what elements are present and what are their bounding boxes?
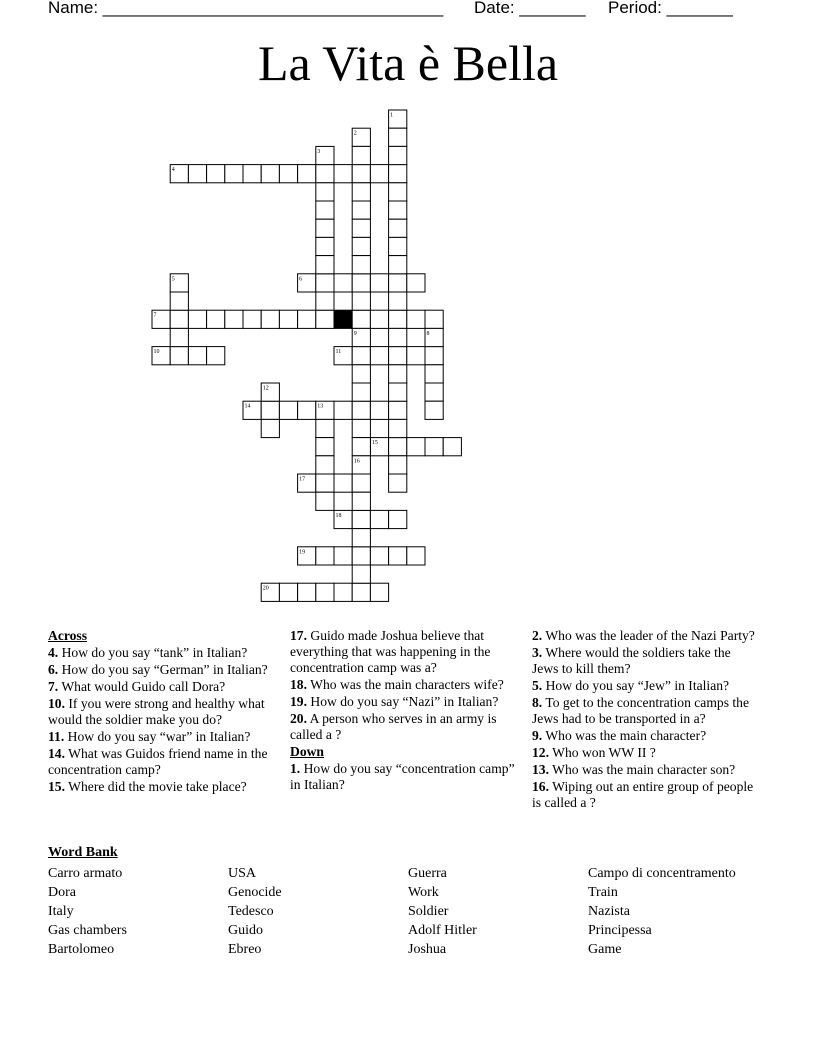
- clue-number: 2: [353, 130, 357, 137]
- clue-number: 8: [426, 330, 430, 337]
- clue-item: [532, 728, 760, 744]
- crossword-cell[interactable]: [389, 347, 407, 365]
- word-bank-item: Bartolomeo: [48, 942, 115, 957]
- crossword-cell[interactable]: [352, 383, 370, 401]
- crossword-cell[interactable]: [170, 328, 188, 346]
- word-bank-item: Carro armato: [48, 866, 123, 881]
- crossword-cell[interactable]: [352, 529, 370, 547]
- crossword-cell[interactable]: [389, 256, 407, 274]
- crossword-cell[interactable]: [279, 401, 297, 419]
- crossword-cell[interactable]: [170, 310, 188, 328]
- crossword-cell[interactable]: [352, 165, 370, 183]
- word-bank-column: [588, 864, 736, 959]
- word-bank-item: Ebreo: [228, 942, 262, 957]
- clue-item-text: Guido made Joshua believe that everything that was happening in the concentration camp was a?: [290, 628, 491, 675]
- clue-item: [290, 761, 518, 793]
- crossword-cell[interactable]: [207, 310, 225, 328]
- crossword-cell[interactable]: [316, 419, 334, 437]
- word-bank-item: Work: [408, 885, 439, 900]
- crossword-cell[interactable]: [389, 365, 407, 383]
- crossword-cell[interactable]: [389, 237, 407, 255]
- crossword-cell[interactable]: [352, 474, 370, 492]
- crossword-cell[interactable]: [316, 438, 334, 456]
- crossword-cell[interactable]: [407, 547, 425, 565]
- word-bank-item: Adolf Hitler: [408, 923, 477, 938]
- clue-number: 20: [262, 585, 269, 592]
- clue-item: [290, 711, 518, 743]
- crossword-cell[interactable]: [352, 565, 370, 583]
- crossword-cell[interactable]: [316, 492, 334, 510]
- crossword-cell[interactable]: [370, 165, 388, 183]
- crossword-cell[interactable]: [389, 510, 407, 528]
- crossword-cell[interactable]: [425, 365, 443, 383]
- clue-item-text: Wiping out an entire group of people is called a ?: [532, 779, 754, 810]
- crossword-cell[interactable]: [352, 492, 370, 510]
- word-bank-item: Tedesco: [228, 904, 274, 919]
- name-field[interactable]: Name: ____________________________________: [48, 0, 444, 17]
- crossword-cell[interactable]: [370, 274, 388, 292]
- clue-item: [532, 762, 760, 778]
- word-bank-column: [48, 864, 127, 959]
- crossword-cell[interactable]: [352, 256, 370, 274]
- clue-number: 10: [153, 349, 160, 356]
- clue-item-number: 16.: [532, 779, 549, 794]
- crossword-cell[interactable]: [243, 165, 261, 183]
- clue-item-text: What would Guido call Dora?: [58, 679, 226, 694]
- across-clue-list: [48, 645, 273, 795]
- clue-item: [532, 779, 760, 811]
- clue-item: [290, 694, 518, 710]
- crossword-cell[interactable]: [316, 183, 334, 201]
- clue-item-text: Who was the main character?: [542, 728, 707, 743]
- crossword-cell[interactable]: [370, 510, 388, 528]
- clue-item-number: 20.: [290, 711, 307, 726]
- crossword-cell[interactable]: [188, 347, 206, 365]
- clue-item-text: Who won WW II ?: [549, 745, 656, 760]
- crossword-cell[interactable]: [352, 401, 370, 419]
- clue-item: [48, 729, 273, 745]
- down-clue-list-continued: [532, 628, 760, 811]
- crossword-cell[interactable]: [389, 310, 407, 328]
- clue-item-text: If you were strong and healthy what would the soldier make you do?: [48, 696, 265, 727]
- clue-item-number: 6.: [48, 662, 59, 677]
- clue-number: 18: [335, 512, 342, 519]
- crossword-cell[interactable]: [425, 310, 443, 328]
- clue-item-number: 13.: [532, 762, 549, 777]
- clue-item-text: Where did the movie take place?: [65, 779, 247, 794]
- clue-number: 19: [299, 549, 306, 556]
- crossword-cell[interactable]: [298, 401, 316, 419]
- clue-item-number: 5.: [532, 678, 543, 693]
- crossword-cell[interactable]: [389, 547, 407, 565]
- crossword-cell[interactable]: [370, 583, 388, 601]
- crossword-cell[interactable]: [389, 165, 407, 183]
- word-bank-item: Italy: [48, 904, 74, 919]
- crossword-cell[interactable]: [352, 365, 370, 383]
- word-bank-item: Guerra: [408, 866, 447, 881]
- clue-number: 15: [371, 440, 378, 447]
- word-bank-item: Nazista: [588, 904, 630, 919]
- crossword-cell[interactable]: [225, 310, 243, 328]
- crossword-cell[interactable]: [243, 310, 261, 328]
- crossword-cell[interactable]: [352, 146, 370, 164]
- across-clue-list-continued: [290, 628, 518, 743]
- clue-item: [532, 628, 760, 644]
- crossword-cell[interactable]: [389, 201, 407, 219]
- crossword-cell[interactable]: [352, 547, 370, 565]
- crossword-cell[interactable]: [352, 237, 370, 255]
- clue-item-text: How do you say “concentration camp” in Italian?: [290, 761, 515, 792]
- clue-item-text: How do you say “war” in Italian?: [64, 729, 251, 744]
- crossword-cell[interactable]: [370, 547, 388, 565]
- clue-item-number: 12.: [532, 745, 549, 760]
- clue-number: 17: [299, 476, 306, 483]
- crossword-cell[interactable]: [316, 256, 334, 274]
- clue-number: 14: [244, 403, 251, 410]
- crossword-cell[interactable]: [389, 183, 407, 201]
- crossword-cell[interactable]: [407, 274, 425, 292]
- clue-item-text: How do you say “Nazi” in Italian?: [307, 694, 499, 709]
- clue-number: 9: [353, 330, 357, 337]
- word-bank-item: Game: [588, 942, 622, 957]
- crossword-cell[interactable]: [170, 347, 188, 365]
- crossword-cell[interactable]: [316, 237, 334, 255]
- clue-item: [290, 677, 518, 693]
- crossword-cell[interactable]: [352, 438, 370, 456]
- clue-item-text: Who was the main character son?: [549, 762, 736, 777]
- clue-item-number: 8.: [532, 695, 543, 710]
- crossword-cell[interactable]: [170, 292, 188, 310]
- word-bank-item: Campo di concentramento: [588, 866, 736, 881]
- crossword-cell[interactable]: [316, 292, 334, 310]
- clue-item: [48, 779, 273, 795]
- crossword-cell[interactable]: [261, 419, 279, 437]
- clue-item: [48, 746, 273, 778]
- down-clue-list: [290, 761, 518, 793]
- page-title: La Vita è Bella: [257, 35, 559, 91]
- across-clues-column: [48, 628, 273, 796]
- crossword-cell[interactable]: [334, 401, 352, 419]
- crossword-cell[interactable]: [389, 419, 407, 437]
- crossword-cell[interactable]: [389, 274, 407, 292]
- middle-clues-column: [290, 628, 518, 794]
- crossword-cell[interactable]: [352, 201, 370, 219]
- clue-item-text: What was Guidos friend name in the concentration camp?: [48, 746, 268, 777]
- word-bank-item: Dora: [48, 885, 76, 900]
- crossword-cell[interactable]: [316, 547, 334, 565]
- word-bank-item: Joshua: [408, 942, 447, 957]
- clue-item: [48, 645, 273, 661]
- word-bank-item: Principessa: [588, 923, 652, 938]
- crossword-cell[interactable]: [352, 183, 370, 201]
- clue-item-number: 9.: [532, 728, 543, 743]
- crossword-cell[interactable]: [334, 165, 352, 183]
- crossword-cell[interactable]: [389, 474, 407, 492]
- clue-item-text: A person who serves in an army is called a ?: [290, 711, 497, 742]
- crossword-cell[interactable]: [425, 438, 443, 456]
- crossword-cell[interactable]: [389, 146, 407, 164]
- clue-item-number: 1.: [290, 761, 301, 776]
- crossword-cell[interactable]: [389, 128, 407, 146]
- crossword-cell[interactable]: [407, 310, 425, 328]
- clue-number: 5: [171, 276, 175, 283]
- crossword-cell[interactable]: [298, 583, 316, 601]
- crossword-cell[interactable]: [389, 219, 407, 237]
- clue-item-number: 2.: [532, 628, 543, 643]
- crossword-cell[interactable]: [316, 274, 334, 292]
- crossword-cell[interactable]: [352, 310, 370, 328]
- word-bank-column: [408, 864, 477, 959]
- clue-item-text: How do you say “tank” in Italian?: [58, 645, 248, 660]
- clue-item: [532, 745, 760, 761]
- word-bank-item: Soldier: [408, 904, 449, 919]
- crossword-cell[interactable]: [334, 583, 352, 601]
- clue-item: [48, 696, 273, 728]
- crossword-cell[interactable]: [389, 456, 407, 474]
- crossword-cell[interactable]: [389, 328, 407, 346]
- clue-item-number: 14.: [48, 746, 65, 761]
- crossword-cell[interactable]: [316, 165, 334, 183]
- crossword-cell[interactable]: [316, 456, 334, 474]
- crossword-cell[interactable]: [225, 165, 243, 183]
- word-bank-column: [228, 864, 282, 959]
- crossword-cell[interactable]: [425, 347, 443, 365]
- crossword-cell[interactable]: [352, 583, 370, 601]
- clue-item-number: 18.: [290, 677, 307, 692]
- crossword-cell[interactable]: [370, 310, 388, 328]
- clue-number: 4: [171, 167, 175, 174]
- across-heading: Across: [48, 628, 88, 643]
- clue-number: 3: [317, 148, 321, 155]
- clue-item: [48, 679, 273, 695]
- crossword-cell[interactable]: [316, 310, 334, 328]
- crossword-cell[interactable]: [352, 219, 370, 237]
- clue-number: 16: [353, 458, 360, 465]
- crossword-cell[interactable]: [352, 419, 370, 437]
- crossword-cell[interactable]: [389, 438, 407, 456]
- crossword-cell[interactable]: [407, 347, 425, 365]
- clue-item-number: 11.: [48, 729, 65, 744]
- crossword-cell[interactable]: [279, 583, 297, 601]
- date-field[interactable]: Date: _______: [474, 0, 586, 17]
- clue-item-text: Where would the soldiers take the Jews to kill them?: [532, 645, 731, 676]
- clue-item: [532, 645, 760, 677]
- word-bank-title: Word Bank: [48, 845, 118, 860]
- crossword-cell[interactable]: [316, 583, 334, 601]
- crossword-cell[interactable]: [261, 401, 279, 419]
- clue-item-number: 17.: [290, 628, 307, 643]
- crossword-cell[interactable]: [316, 474, 334, 492]
- word-bank-item: Train: [588, 885, 618, 900]
- clue-item-text: How do you say “German” in Italian?: [58, 662, 268, 677]
- crossword-cell[interactable]: [298, 310, 316, 328]
- word-bank-item: Genocide: [228, 885, 282, 900]
- crossword-cell[interactable]: [425, 401, 443, 419]
- crossword-cell[interactable]: [261, 165, 279, 183]
- word-bank-item: USA: [228, 866, 257, 881]
- clue-item: [532, 695, 760, 727]
- crossword-cell[interactable]: [370, 401, 388, 419]
- clue-item-number: 7.: [48, 679, 59, 694]
- crossword-cell[interactable]: [316, 219, 334, 237]
- clue-item-text: Who was the leader of the Nazi Party?: [542, 628, 755, 643]
- word-bank-item: Guido: [228, 923, 263, 938]
- clue-number: 11: [335, 349, 342, 356]
- clue-number: 7: [153, 312, 157, 319]
- clue-item-number: 15.: [48, 779, 65, 794]
- crossword-cell[interactable]: [443, 438, 461, 456]
- period-field[interactable]: Period: _______: [608, 0, 733, 17]
- crossword-cell[interactable]: [352, 292, 370, 310]
- crossword-cell[interactable]: [425, 383, 443, 401]
- crossword-cell[interactable]: [352, 274, 370, 292]
- crossword-cell[interactable]: [279, 165, 297, 183]
- crossword-cell[interactable]: [370, 347, 388, 365]
- clue-number: 1: [390, 112, 394, 119]
- crossword-cell[interactable]: [389, 292, 407, 310]
- clue-item-number: 3.: [532, 645, 543, 660]
- crossword-cell[interactable]: [188, 310, 206, 328]
- crossword-cell[interactable]: [188, 165, 206, 183]
- clue-number: 12: [262, 385, 269, 392]
- clue-item-number: 19.: [290, 694, 307, 709]
- clue-item: [48, 662, 273, 678]
- crossword-cell[interactable]: [207, 165, 225, 183]
- clue-item-number: 4.: [48, 645, 59, 660]
- word-bank-item: Gas chambers: [48, 923, 127, 938]
- crossword-cell[interactable]: [389, 383, 407, 401]
- clue-item-number: 10.: [48, 696, 65, 711]
- clue-number: 6: [299, 276, 303, 283]
- clue-item: [532, 678, 760, 694]
- clue-item-text: To get to the concentration camps the Jews had to be transported in a?: [532, 695, 749, 726]
- crossword-cell[interactable]: [352, 347, 370, 365]
- crossword-cell[interactable]: [334, 474, 352, 492]
- crossword-cell[interactable]: [298, 165, 316, 183]
- crossword-cell[interactable]: [207, 347, 225, 365]
- clue-number: 13: [317, 403, 324, 410]
- down-heading: Down: [290, 744, 324, 759]
- clue-item: [290, 628, 518, 676]
- crossword-cell[interactable]: [389, 401, 407, 419]
- crossword-cell[interactable]: [352, 510, 370, 528]
- crossword-cell[interactable]: [261, 310, 279, 328]
- crossword-block: [334, 310, 352, 328]
- crossword-cell[interactable]: [334, 547, 352, 565]
- crossword-cell[interactable]: [407, 438, 425, 456]
- crossword-cell[interactable]: [279, 310, 297, 328]
- clue-item-text: How do you say “Jew” in Italian?: [542, 678, 730, 693]
- crossword-cell[interactable]: [316, 201, 334, 219]
- crossword-cell[interactable]: [334, 274, 352, 292]
- clue-item-text: Who was the main characters wife?: [307, 677, 504, 692]
- right-clues-column: [532, 628, 760, 812]
